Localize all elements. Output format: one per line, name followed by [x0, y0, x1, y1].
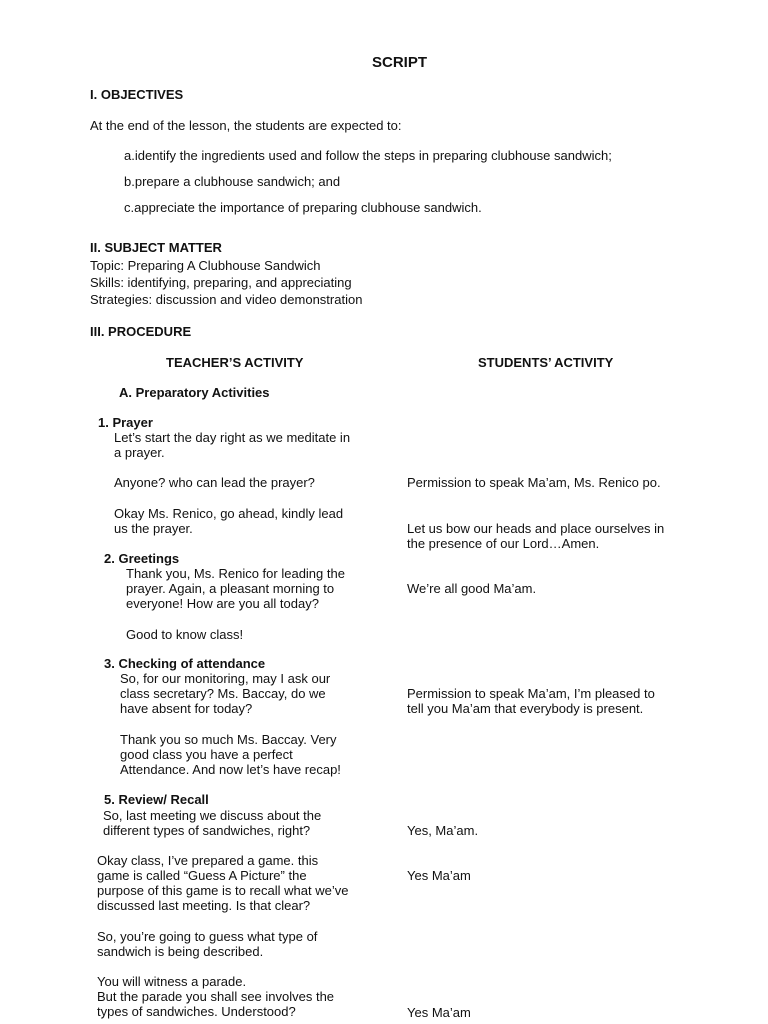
- prayer-student-3: Let us bow our heads and place ourselves in the presence of our Lord…Amen.: [407, 521, 665, 551]
- prayer-heading: 1. Prayer: [98, 415, 153, 430]
- prayer-teacher-3: Okay Ms. Renico, go ahead, kindly lead us the prayer.: [114, 506, 344, 536]
- review-teacher-4: You will witness a parade. But the parade you shall see involves the types of sandwiches. Understood?: [97, 974, 335, 1019]
- objective-item-c: c.appreciate the importance of preparing clubhouse sandwich.: [124, 200, 482, 215]
- subject-strategies: Strategies: discussion and video demonstration: [90, 292, 363, 307]
- review-student-1: Yes, Ma’am.: [407, 823, 479, 838]
- prayer-teacher-1: Let’s start the day right as we meditate in a prayer.: [114, 430, 351, 460]
- objectives-intro: At the end of the lesson, the students are expected to:: [90, 118, 402, 133]
- review-heading: 5. Review/ Recall: [104, 792, 209, 807]
- greetings-heading: 2. Greetings: [104, 551, 180, 566]
- prayer-student-2: Permission to speak Ma’am, Ms. Renico po.: [407, 475, 661, 490]
- objective-item-b: b.prepare a clubhouse sandwich; and: [124, 174, 341, 189]
- review-student-4: Yes Ma’am: [407, 1005, 471, 1020]
- prayer-teacher-2: Anyone? who can lead the prayer?: [114, 475, 315, 490]
- subject-topic: Topic: Preparing A Clubhouse Sandwich: [90, 258, 321, 273]
- attendance-heading: 3. Checking of attendance: [104, 656, 266, 671]
- attendance-teacher-2: Thank you so much Ms. Baccay. Very good class you have a perfect Attendance. And now let’s have recap!: [120, 732, 341, 777]
- document-title: SCRIPT: [372, 54, 428, 71]
- section-a-heading: A. Preparatory Activities: [119, 385, 270, 400]
- greetings-student-1: We’re all good Ma’am.: [407, 581, 537, 596]
- review-teacher-1: So, last meeting we discuss about the different types of sandwiches, right?: [103, 808, 322, 838]
- subject-matter-heading: II. SUBJECT MATTER: [90, 240, 222, 255]
- objectives-heading: I. OBJECTIVES: [90, 87, 184, 102]
- greetings-teacher-1: Thank you, Ms. Renico for leading the prayer. Again, a pleasant morning to everyone! How are you all today?: [126, 566, 345, 611]
- attendance-student-1: Permission to speak Ma’am, I’m pleased to tell you Ma’am that everybody is present.: [407, 686, 655, 716]
- review-teacher-2: Okay class, I’ve prepared a game. this game is called “Guess A Picture” the purpose of this game is to recall what we’ve discussed last meeting. Is that clear?: [97, 853, 349, 913]
- objective-item-a: a.identify the ingredients used and follow the steps in preparing clubhouse sandwich;: [124, 148, 612, 163]
- review-student-2: Yes Ma’am: [407, 868, 471, 883]
- attendance-teacher-1: So, for our monitoring, may I ask our class secretary? Ms. Baccay, do we have absent for today?: [120, 671, 331, 716]
- review-teacher-3: So, you’re going to guess what type of sandwich is being described.: [97, 929, 318, 959]
- greetings-teacher-2: Good to know class!: [126, 627, 244, 642]
- subject-skills: Skills: identifying, preparing, and appreciating: [90, 275, 352, 290]
- procedure-heading: III. PROCEDURE: [90, 324, 192, 339]
- teacher-column-heading: TEACHER’S ACTIVITY: [166, 355, 304, 370]
- student-column-heading: STUDENTS’ ACTIVITY: [478, 355, 614, 370]
